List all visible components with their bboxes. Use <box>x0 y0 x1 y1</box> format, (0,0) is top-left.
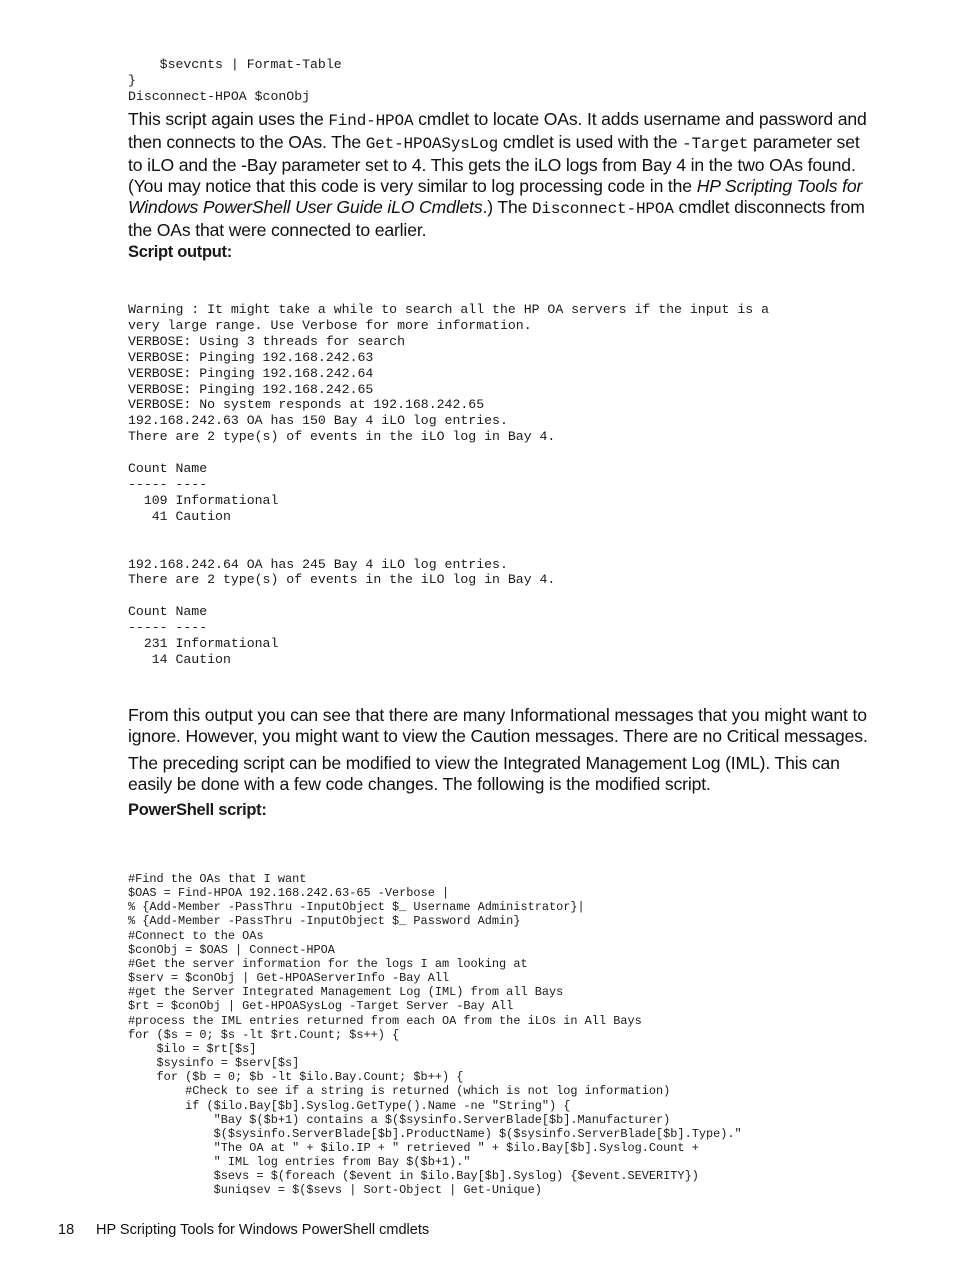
powershell-script-block: #Find the OAs that I want $OAS = Find-HPOA 192.168.242.63-65 -Verbose | % {Add-Member -PassThru -InputObject $_ Username Administrator}| % {Add-Member -PassThru -InputObject $_ Password Admin} #Connect to the OAs $conObj = $OAS | Connect-HPOA #Get the server information for the logs I am looking at $serv = $conObj | Get-HPOAServerInfo -Bay All #get the Server Integrated Management Log (IML) from all Bays $rt = $conObj | Get-HPOASysLog -Target Server -Bay All #process the IML entries returned from each OA from the iLOs in All Bays for ($s = 0; $s -lt $rt.Count; $s++) { $ilo = $rt[$s] $sysinfo = $serv[$s] for ($b = 0; $b -lt $ilo.Bay.Count; $b++) { #Check to see if a string is returned (which is not log information) if ($ilo.Bay[$b].Syslog.GetType().Name -ne "String") { "Bay $($b+1) contains a $($sysinfo.ServerBlade[$b].Manufacturer) $($sysinfo.ServerBlade[$b].ProductName) $($sysinfo.ServerBlade[$b].Type)." "The OA at " + $ilo.IP + " retrieved " + $ilo.Bay[$b].Syslog.Count + " IML log entries from Bay $($b+1)." $sevs = $(foreach ($event in $ilo.Bay[$b].Syslog) {$event.SEVERITY}) $uniqsev = $($sevs | Sort-Object | Get-Unique) <box>128 872 742 1198</box>
footer-title: HP Scripting Tools for Windows PowerShell cmdlets <box>96 1222 430 1238</box>
paragraph-modified-script-intro: The preceding script can be modified to view the Integrated Management Log (IML). This can easily be done with a few code changes. The following is the modified script. <box>128 753 840 794</box>
page-footer <box>58 1222 429 1238</box>
para1-code-find-hpoa: Find-HPOA <box>328 112 414 130</box>
paragraph-output-analysis: From this output you can see that there are many Informational messages that you might want to ignore. However, you might want to view the Caution messages. There are no Critical messages. <box>128 705 868 746</box>
script-output-block: Warning : It might take a while to search all the HP OA servers if the input is a very large range. Use Verbose for more information. VERBOSE: Using 3 threads for search VERBOSE: Pinging 192.168.242.63 VERBOSE: Pinging 192.168.242.64 VERBOSE: Pinging 192.168.242.65 VERBOSE: No system responds at 192.168.242.65 192.168.242.63 OA has 150 Bay 4 iLO log entries. There are 2 type(s) of events in the iLO log in Bay 4. Count Name ----- ---- 109 Informational 41 Caution 192.168.242.64 OA has 245 Bay 4 iLO log entries. There are 2 type(s) of events in the iLO log in Bay 4. Count Name ----- ---- 231 Informational 14 Caution <box>128 302 770 667</box>
para1-text-5: .) The <box>482 197 532 217</box>
para1-text-4: parameter set to iLO and the -Bay parameter set to 4. This gets the iLO logs from Bay 4 in the two OAs found. (You may notice that this code is very similar to log processing code in the <box>128 132 860 196</box>
para1-guide-title: HP Scripting Tools for Windows PowerShell User Guide iLO Cmdlets <box>128 176 863 217</box>
heading-powershell-script: PowerShell script: <box>128 801 267 819</box>
para1-code-target: -Target <box>682 135 749 153</box>
heading-script-output: Script output: <box>128 243 232 261</box>
para1-text-3: cmdlet is used with the <box>498 132 683 152</box>
code-block-top: $sevcnts | Format-Table } Disconnect-HPOA $conObj <box>128 57 342 104</box>
para1-text-2: cmdlet to locate OAs. It adds username and password and then connects to the OAs. The <box>128 109 867 152</box>
para1-code-get-hpoasyslog: Get-HPOASysLog <box>365 135 499 153</box>
page-number: 18 <box>58 1222 75 1238</box>
paragraph-script-description <box>128 109 873 241</box>
para1-code-disconnect-hpoa: Disconnect-HPOA <box>531 200 674 218</box>
para1-text-6: cmdlet disconnects from the OAs that were connected to earlier. <box>128 197 865 240</box>
para1-text-1: This script again uses the <box>128 109 329 129</box>
